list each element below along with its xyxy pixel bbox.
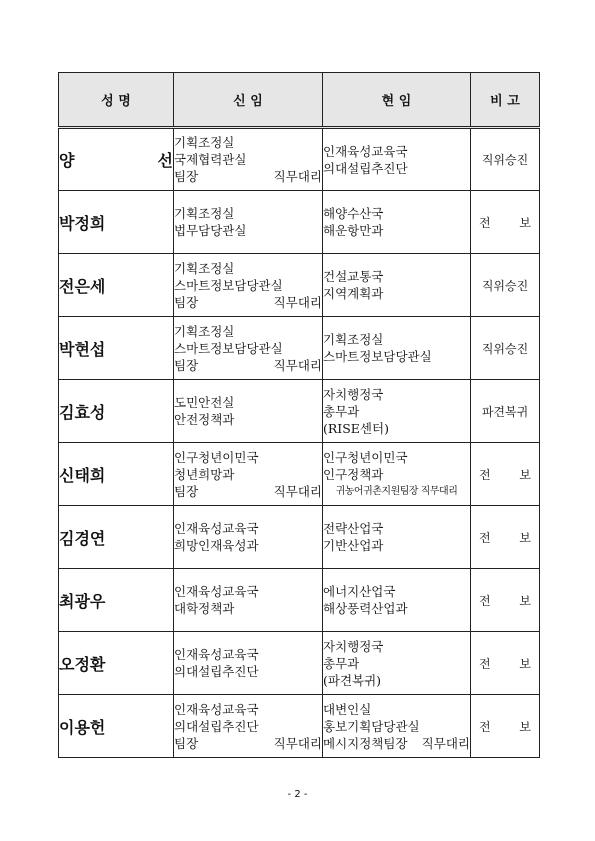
position-line: 법무담당관실 xyxy=(174,223,247,238)
position-line: 기획조정실 xyxy=(174,206,235,221)
position-line: 희망인재육성과 xyxy=(174,538,259,553)
note-cell: 직위승진 xyxy=(471,128,540,191)
position-line: 청년희망과 xyxy=(174,466,235,482)
current-position xyxy=(323,632,471,695)
new-position xyxy=(174,380,323,443)
current-position xyxy=(323,380,471,443)
position-line: 홍보기획담당관실 xyxy=(323,718,420,734)
position-line: 팀장 직무대리 xyxy=(174,294,322,310)
header-row xyxy=(59,73,540,128)
page-number: - 2 - xyxy=(287,789,308,800)
position-line: 팀장 직무대리 xyxy=(174,357,322,373)
position-line: 인구정책과 xyxy=(323,466,384,482)
current-position xyxy=(323,569,471,632)
position-line: 팀장 직무대리 xyxy=(174,483,322,499)
table-row xyxy=(59,191,540,254)
new-position xyxy=(174,191,323,254)
new-position xyxy=(174,443,323,506)
current-position xyxy=(323,695,471,758)
position-line: 총무과 xyxy=(323,655,360,671)
person-name: 양 선 xyxy=(59,128,174,191)
table-body xyxy=(59,128,540,758)
position-line: 대학정책과 xyxy=(174,601,235,616)
new-position xyxy=(174,254,323,317)
new-position xyxy=(174,317,323,380)
position-line: 전략산업국 xyxy=(323,521,384,536)
position-line: 기반산업과 xyxy=(323,538,384,553)
table-row xyxy=(59,317,540,380)
current-position xyxy=(323,128,471,191)
note-cell: 직위승진 xyxy=(471,317,540,380)
position-line: 도민안전실 xyxy=(174,395,235,410)
header-new-position: 신 임 xyxy=(174,73,323,128)
table-row xyxy=(59,506,540,569)
note-cell: 파견복귀 xyxy=(471,380,540,443)
position-line: 팀장 직무대리 xyxy=(174,735,322,751)
person-name: 박정희 xyxy=(59,191,174,254)
position-line: 자치행정국 xyxy=(323,386,384,402)
person-name: 오정환 xyxy=(59,632,174,695)
table-row xyxy=(59,128,540,191)
position-line: 인구청년이민국 xyxy=(323,449,408,465)
person-name: 김효성 xyxy=(59,380,174,443)
header-name: 성 명 xyxy=(59,73,174,128)
position-line: 기획조정실 xyxy=(174,260,235,276)
position-line: 해운항만과 xyxy=(323,223,384,238)
position-line: 인재육성교육국 xyxy=(174,647,259,662)
table-row xyxy=(59,254,540,317)
position-line: 인재육성교육국 xyxy=(174,584,259,599)
person-name: 박현섭 xyxy=(59,317,174,380)
position-line: 자치행정국 xyxy=(323,638,384,654)
position-line: 에너지산업국 xyxy=(323,584,396,599)
position-line: 대변인실 xyxy=(323,701,372,717)
position-line: 해상풍력산업과 xyxy=(323,601,408,616)
position-line: 인재육성교육국 xyxy=(174,521,259,536)
position-line: 스마트정보담당관실 xyxy=(174,340,283,356)
new-position xyxy=(174,632,323,695)
note-cell: 직위승진 xyxy=(471,254,540,317)
personnel-table xyxy=(58,72,540,758)
table-row xyxy=(59,443,540,506)
current-position xyxy=(323,317,471,380)
position-line: 메시지정책팀장 직무대리 xyxy=(323,735,470,751)
position-line: 귀농어귀촌지원팀장 직무대리 xyxy=(335,485,458,497)
position-line: 안전정책과 xyxy=(174,412,235,427)
table-row xyxy=(59,380,540,443)
table-row xyxy=(59,632,540,695)
new-position xyxy=(174,569,323,632)
header-note: 비 고 xyxy=(471,73,540,128)
position-line: 인구청년이민국 xyxy=(174,449,259,465)
position-line: 기획조정실 xyxy=(174,135,235,150)
current-position xyxy=(323,254,471,317)
note-cell: 전 보 xyxy=(471,695,540,758)
position-line: 기획조정실 xyxy=(174,323,235,339)
position-line: 팀장 직무대리 xyxy=(174,169,322,184)
position-line: 국제협력관실 xyxy=(174,152,247,167)
header-current-position: 현 임 xyxy=(323,73,471,128)
note-cell: 전 보 xyxy=(471,569,540,632)
current-position xyxy=(323,443,471,506)
current-position xyxy=(323,506,471,569)
position-line: 의대설립추진단 xyxy=(174,664,259,679)
position-line: 인재육성교육국 xyxy=(174,701,259,717)
position-line: 인재육성교육국 xyxy=(323,143,408,159)
person-name: 김경연 xyxy=(59,506,174,569)
note-cell: 전 보 xyxy=(471,506,540,569)
position-line: 스마트정보담당관실 xyxy=(174,277,283,293)
person-name: 최광우 xyxy=(59,569,174,632)
current-position xyxy=(323,191,471,254)
new-position xyxy=(174,506,323,569)
position-line: (파견복귀) xyxy=(323,672,382,688)
person-name: 신태희 xyxy=(59,443,174,506)
position-line: 스마트정보담당관실 xyxy=(323,349,432,364)
new-position xyxy=(174,128,323,191)
position-line: 의대설립추진단 xyxy=(323,160,408,176)
note-cell: 전 보 xyxy=(471,191,540,254)
note-cell: 전 보 xyxy=(471,632,540,695)
position-line: 총무과 xyxy=(323,403,360,419)
person-name: 이용헌 xyxy=(59,695,174,758)
table-row xyxy=(59,695,540,758)
note-cell: 전 보 xyxy=(471,443,540,506)
new-position xyxy=(174,695,323,758)
position-line: 기획조정실 xyxy=(323,332,384,347)
person-name: 전은세 xyxy=(59,254,174,317)
table-row xyxy=(59,569,540,632)
position-line: 의대설립추진단 xyxy=(174,718,259,734)
position-line: (RISE센터) xyxy=(323,420,389,436)
position-line: 해양수산국 xyxy=(323,206,384,221)
position-line: 건설교통국 xyxy=(323,269,384,284)
position-line: 지역계획과 xyxy=(323,286,384,301)
